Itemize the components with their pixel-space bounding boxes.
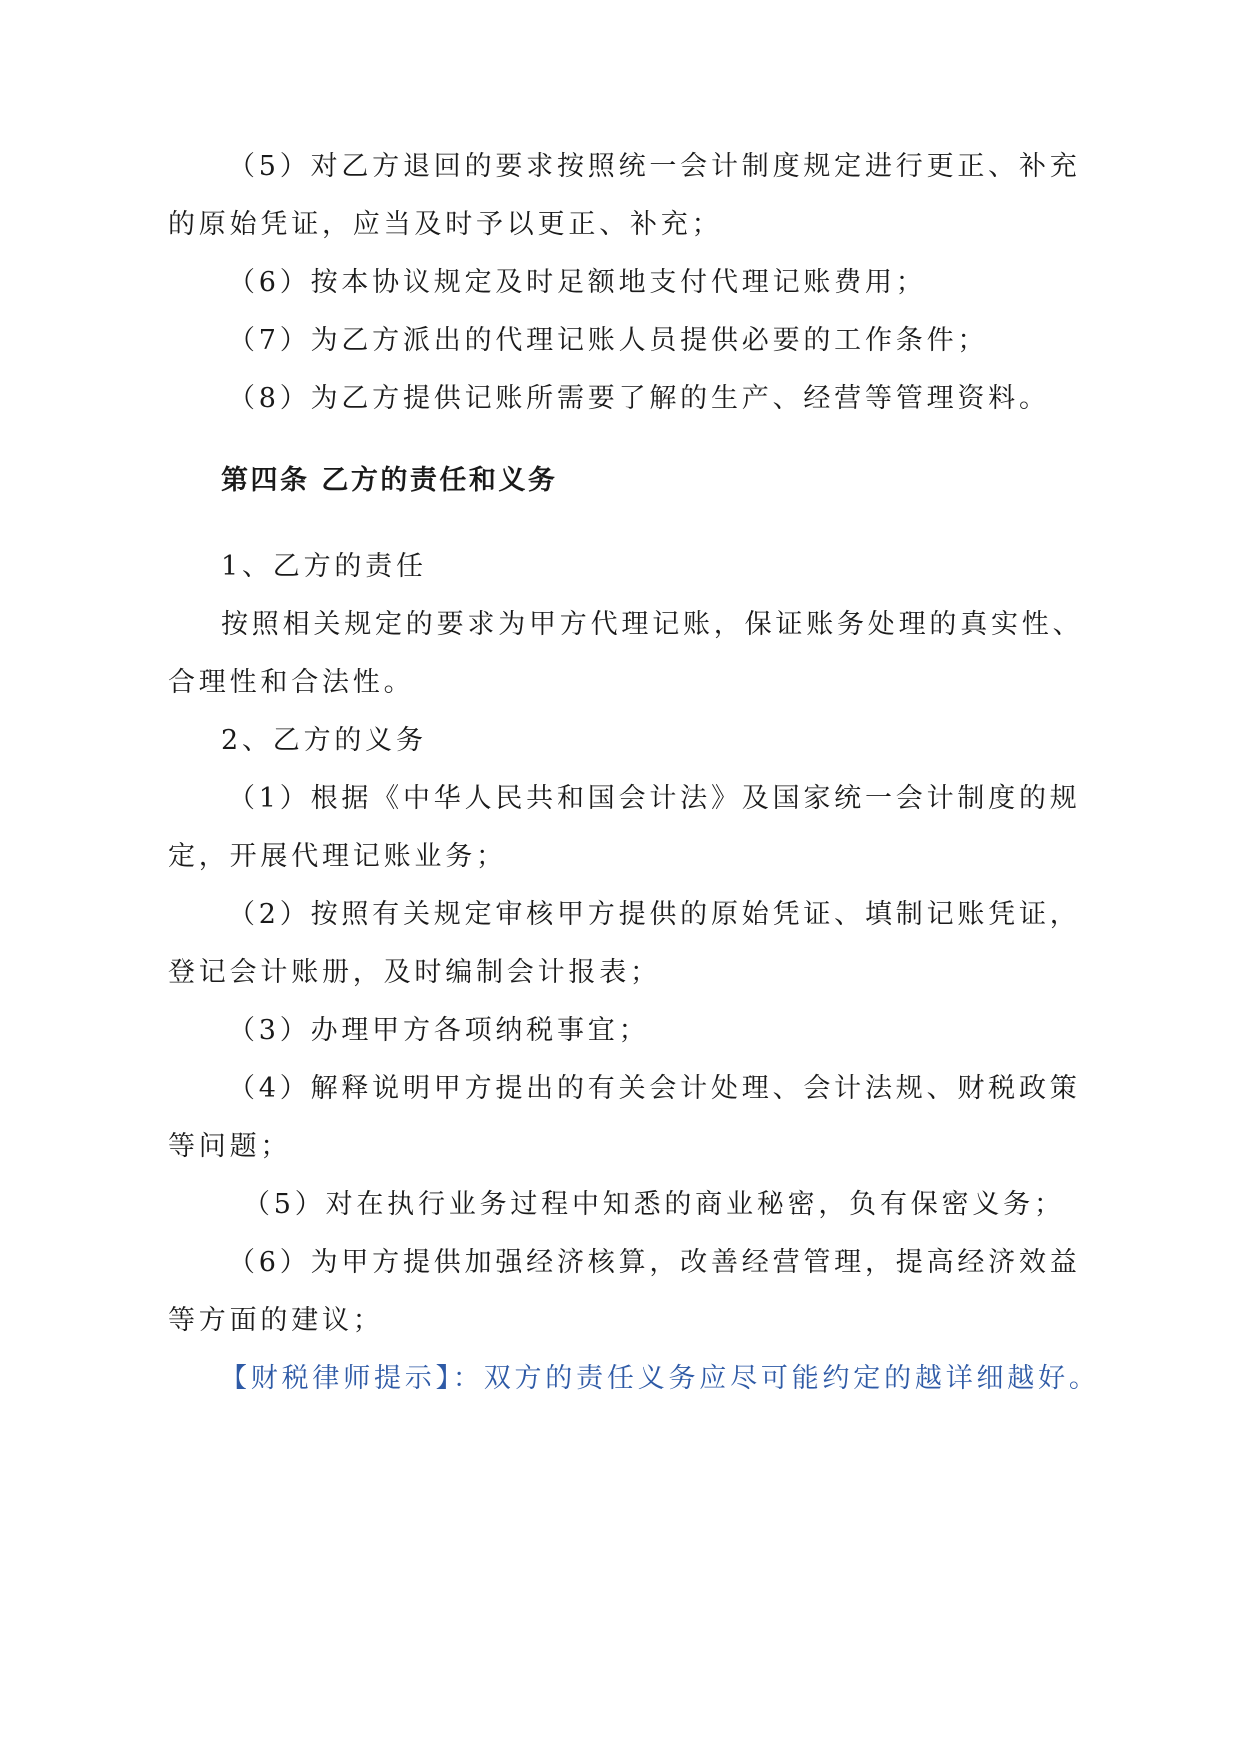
paragraph-line: 的原始凭证，应当及时予以更正、补充； xyxy=(168,209,723,240)
paragraph-line: （6）为甲方提供加强经济核算，改善经营管理，提高经济效益 xyxy=(228,1247,1081,1278)
paragraph-line: （5）对乙方退回的要求按照统一会计制度规定进行更正、补充 xyxy=(228,151,1081,182)
paragraph-line: 等问题； xyxy=(168,1131,292,1162)
paragraph-line: （5）对在执行业务过程中知悉的商业秘密，负有保密义务； xyxy=(243,1189,1065,1220)
paragraph-line: （1）根据《中华人民共和国会计法》及国家统一会计制度的规 xyxy=(228,783,1081,814)
lawyer-tip-note: 【财税律师提示】：双方的责任义务应尽可能约定的越详细越好。 xyxy=(220,1363,1100,1394)
section-heading: 第四条 乙方的责任和义务 xyxy=(221,465,558,496)
paragraph-line: （3）办理甲方各项纳税事宜； xyxy=(228,1015,650,1046)
paragraph-line: 等方面的建议； xyxy=(168,1305,384,1336)
paragraph-line: （6）按本协议规定及时足额地支付代理记账费用； xyxy=(228,267,927,298)
paragraph-line: （4）解释说明甲方提出的有关会计处理、会计法规、财税政策 xyxy=(228,1073,1081,1104)
paragraph-line: （8）为乙方提供记账所需要了解的生产、经营等管理资料。 xyxy=(228,383,1050,414)
subsection-heading: 1、乙方的责任 xyxy=(221,551,427,582)
paragraph-line: （2）按照有关规定审核甲方提供的原始凭证、填制记账凭证， xyxy=(228,899,1081,930)
paragraph-line: 登记会计账册，及时编制会计报表； xyxy=(168,957,661,988)
subsection-heading: 2、乙方的义务 xyxy=(221,725,427,756)
paragraph-line: （7）为乙方派出的代理记账人员提供必要的工作条件； xyxy=(228,325,989,356)
paragraph-line: 按照相关规定的要求为甲方代理记账，保证账务处理的真实性、 xyxy=(221,609,1084,640)
paragraph-line: 定，开展代理记账业务； xyxy=(168,841,507,872)
paragraph-line: 合理性和合法性。 xyxy=(168,667,415,698)
